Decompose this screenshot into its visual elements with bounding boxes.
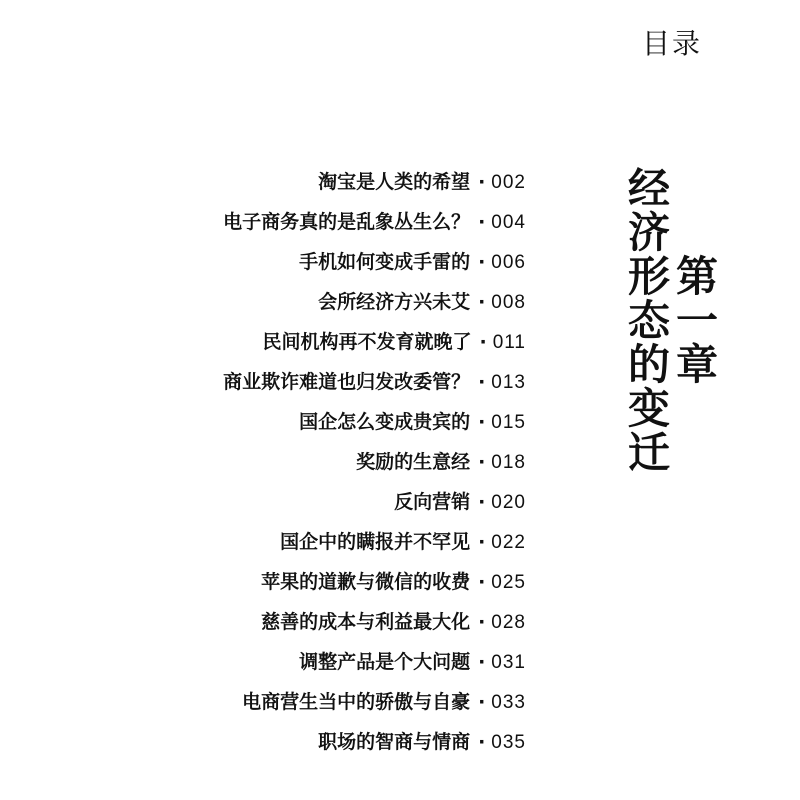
toc-entry-separator: · [478,651,486,673]
toc-entry-title: 国企怎么变成贵宾的 [299,411,471,433]
toc-entry-title: 国企中的瞒报并不罕见 [280,531,471,553]
toc-entry[interactable] [46,442,526,482]
toc-entry-title: 淘宝是人类的希望 [318,171,471,193]
chapter-heading[interactable] [622,166,719,474]
toc-entry-separator: · [478,731,486,753]
toc-entry-page: 020 [491,492,526,513]
toc-entry-title: 慈善的成本与利益最大化 [261,611,471,633]
toc-entry-page: 002 [491,172,526,193]
toc-entry-page: 035 [491,732,526,753]
toc-entry[interactable] [46,482,526,522]
chapter-title: 经济形态的变迁 [622,166,671,474]
toc-entry-title: 电子商务真的是乱象丛生么？ [223,211,471,233]
toc-entry-title: 反向营销 [394,491,471,513]
toc-entry-title: 奖励的生意经 [356,451,471,473]
toc-entry-page: 013 [491,372,526,393]
toc-entry-page: 015 [491,412,526,433]
toc-entry-title: 电商营生当中的骄傲与自豪 [242,691,471,713]
toc-entry-page: 031 [491,652,526,673]
toc-entry-title: 民间机构再不发育就晚了 [262,331,472,353]
toc-entry-separator: · [478,251,486,273]
toc-entry[interactable] [46,602,526,642]
toc-entry-title: 手机如何变成手雷的 [299,251,471,273]
chapter-number: 第一章 [670,254,719,386]
toc-entry[interactable] [46,202,526,242]
toc-entry-separator: · [478,531,486,553]
toc-entry[interactable] [46,682,526,722]
toc-entry-title: 职场的智商与情商 [318,731,471,753]
toc-entry-page: 022 [491,532,526,553]
toc-entry[interactable] [46,162,526,202]
toc-entry-separator: · [478,451,486,473]
toc-entry-separator: · [478,171,486,193]
toc-entry-title: 苹果的道歉与微信的收费 [261,571,471,593]
toc-entry-page: 033 [491,692,526,713]
toc-entry-page: 004 [491,212,526,233]
toc-entry-title: 调整产品是个大问题 [299,651,471,673]
toc-entry-separator: · [478,691,486,713]
toc-entry-page: 011 [492,332,526,353]
toc-entry-page: 008 [491,292,526,313]
toc-entry-page: 006 [491,252,526,273]
toc-entry-separator: · [478,491,486,513]
toc-entry[interactable] [46,402,526,442]
toc-entry-page: 018 [491,452,526,473]
toc-entry[interactable] [46,242,526,282]
toc-list [46,162,526,762]
toc-entry-separator: · [479,331,487,353]
toc-entry-separator: · [478,291,486,313]
toc-entry[interactable] [46,362,526,402]
toc-entry-title: 会所经济方兴未艾 [318,291,471,313]
toc-heading: 目录 [641,27,702,60]
toc-entry[interactable] [46,562,526,602]
toc-entry-separator: · [478,211,486,233]
toc-entry-separator: · [478,611,486,633]
toc-entry-separator: · [478,371,486,393]
toc-entry-separator: · [478,571,486,593]
toc-entry[interactable] [46,522,526,562]
toc-entry[interactable] [46,322,526,362]
toc-entry-page: 028 [491,612,526,633]
toc-entry[interactable] [46,282,526,322]
toc-entry-page: 025 [491,572,526,593]
toc-entry-separator: · [478,411,486,433]
toc-entry[interactable] [46,722,526,762]
toc-entry-title: 商业欺诈难道也归发改委管？ [223,371,471,393]
toc-entry[interactable] [46,642,526,682]
